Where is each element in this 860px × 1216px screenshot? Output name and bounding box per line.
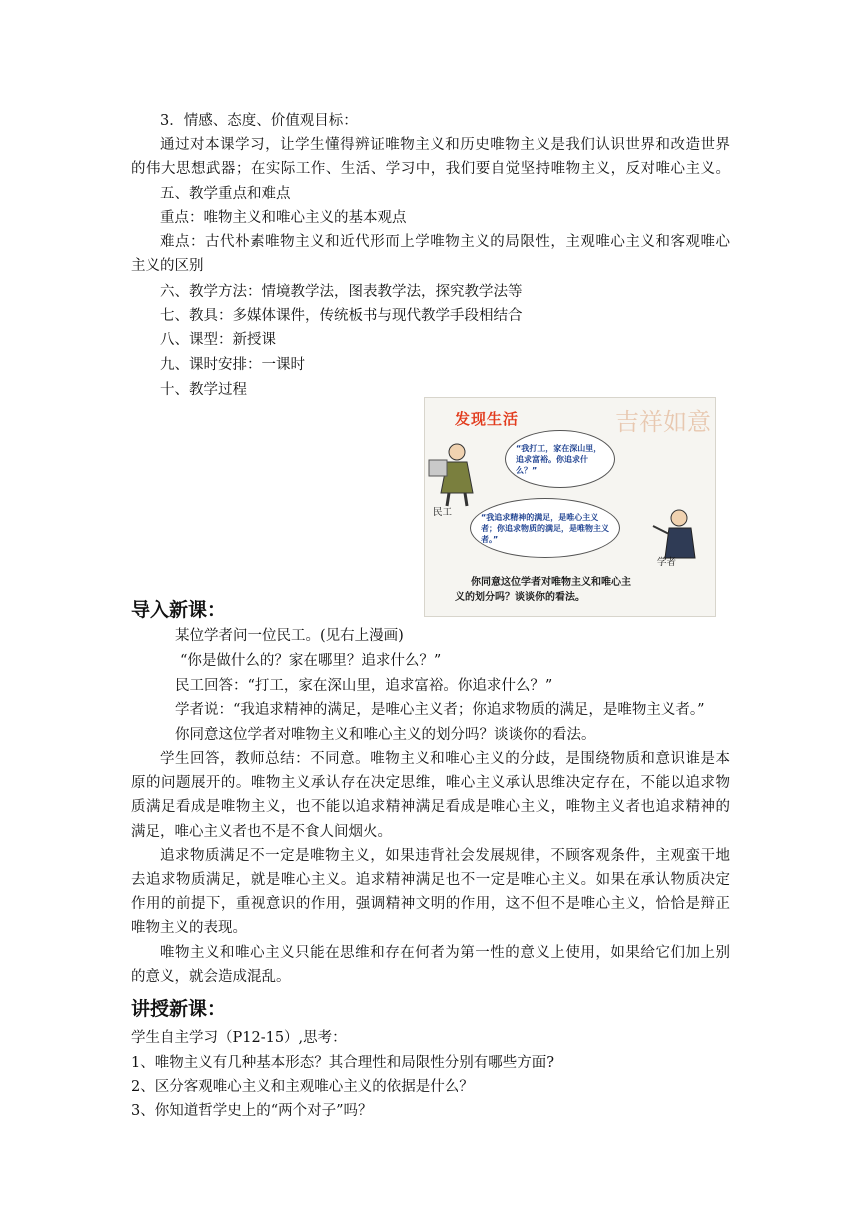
text-line: 追求物质满足不一定是唯物主义，如果违背社会发展规律，不顾客观条件，主观蛮干地 xyxy=(160,848,730,864)
text-line: 十、教学过程 xyxy=(160,382,247,398)
text-line: 九、课时安排：一课时 xyxy=(160,357,305,373)
text-line: 难点：古代朴素唯物主义和近代形而上学唯物主义的局限性，主观唯心主义和客观唯心 xyxy=(160,234,730,250)
text-line: 六、教学方法：情境教学法，图表教学法，探究教学法等 xyxy=(160,284,523,300)
cartoon-illustration xyxy=(424,397,716,617)
question-3: 3、你知道哲学史上的“两个对子”吗？ xyxy=(131,1103,373,1119)
text-line: 五、教学重点和难点 xyxy=(160,186,291,202)
text-line: 作用的前提下，重视意识的作用，强调精神文明的作用，这不但不是唯心主义，恰恰是辩正 xyxy=(131,896,730,912)
text-line: 学者说：“我追求精神的满足，是唯心主义者；你追求物质的满足，是唯物主义者。” xyxy=(175,702,705,718)
text-line: 唯物主义和唯心主义只能在思维和存在何者为第一性的意义上使用，如果给它们加上别 xyxy=(160,945,730,961)
text-line: 你同意这位学者对唯物主义和唯心主义的划分吗？谈谈你的看法。 xyxy=(175,727,596,743)
text-line: 学生自主学习（P12-15）,思考： xyxy=(131,1030,347,1046)
text-line: 去追求物质满足，就是唯心主义。追求精神满足也不一定是唯心主义。如果在承认物质决定 xyxy=(131,872,730,888)
scholar-label: 学者 xyxy=(657,557,677,568)
decorative-calligraphy: 吉祥如意 xyxy=(615,408,711,436)
text-line: 重点：唯物主义和唯心主义的基本观点 xyxy=(160,210,407,226)
text-line: 某位学者问一位民工。(见右上漫画) xyxy=(175,628,404,644)
worker-figure xyxy=(425,438,485,508)
teach-heading: 讲授新课： xyxy=(131,998,227,1020)
cartoon-question-line2: 义的划分吗？谈谈你的看法。 xyxy=(455,592,585,603)
text-line: 主义的区别 xyxy=(131,258,204,274)
worker-speech-bubble: “我打工，家在深山里，追求富裕。你追求什么？” xyxy=(505,430,615,488)
question-1: 1、唯物主义有几种基本形态？其合理性和局限性分别有哪些方面? xyxy=(131,1055,554,1071)
question-2: 2、区分客观唯心主义和主观唯心主义的依据是什么？ xyxy=(131,1079,474,1095)
text-line: 3．情感、态度、价值观目标： xyxy=(160,113,358,129)
text-line: 学生回答，教师总结：不同意。唯物主义和唯心主义的分歧，是围绕物质和意识谁是本 xyxy=(160,751,730,767)
text-line: 通过对本课学习，让学生懂得辨证唯物主义和历史唯物主义是我们认识世界和改造世界 xyxy=(160,137,730,153)
cartoon-question-line1: 你同意这位学者对唯物主义和唯心主 xyxy=(471,577,631,588)
scholar-speech-bubble: “我追求精神的满足，是唯心主义者；你追求物质的满足，是唯物主义者。” xyxy=(470,498,620,558)
scholar-figure xyxy=(647,506,707,566)
text-line: 七、教具：多媒体课件，传统板书与现代教学手段相结合 xyxy=(160,308,523,324)
text-line: 民工回答：“打工，家在深山里，追求富裕。你追求什么？” xyxy=(175,678,553,694)
text-line: 八、课型：新授课 xyxy=(160,332,276,348)
cartoon-title: 发现生活 xyxy=(455,410,520,428)
text-line: 的伟大思想武器；在实际工作、生活、学习中，我们要自觉坚持唯物主义，反对唯心主义。 xyxy=(131,161,730,177)
text-line: 的意义，就会造成混乱。 xyxy=(131,969,291,985)
text-line: 满足，唯心主义者也不是不食人间烟火。 xyxy=(131,824,392,840)
text-line: 唯物主义的表现。 xyxy=(131,920,247,936)
text-line: 原的问题展开的。唯物主义承认存在决定思维，唯心主义承认思维决定存在，不能以追求物 xyxy=(131,775,730,791)
intro-heading: 导入新课： xyxy=(131,599,227,621)
worker-label: 民工 xyxy=(433,507,453,518)
text-line: “你是做什么的？家在哪里？追求什么？” xyxy=(180,653,442,669)
text-line: 质满足看成是唯物主义，也不能以追求精神满足看成是唯心主义，唯物主义者也追求精神的 xyxy=(131,799,730,815)
